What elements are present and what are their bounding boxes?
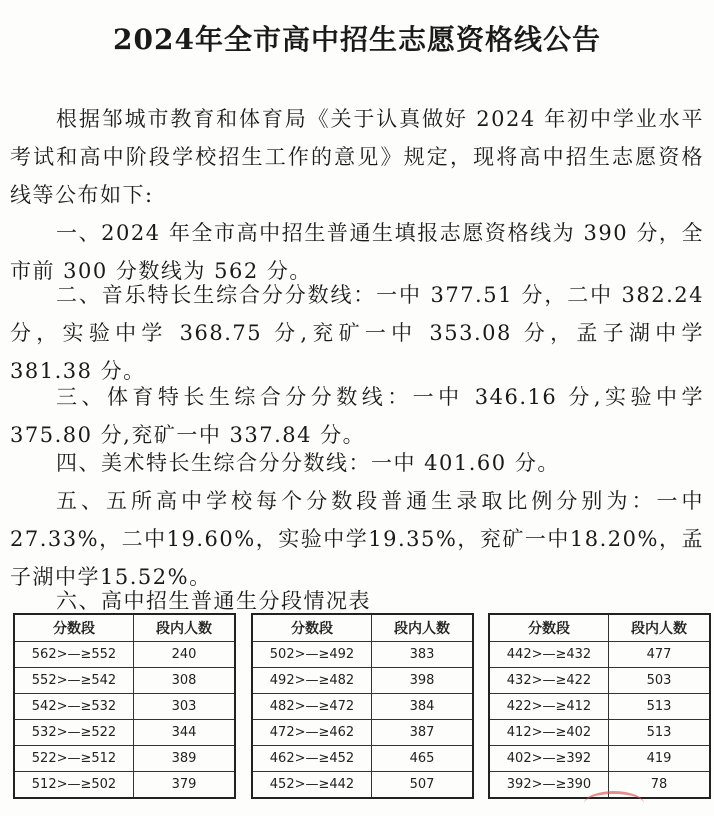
page-title: 2024年全市高中招生志愿资格线公告: [113, 23, 601, 56]
table-row: [490, 694, 710, 720]
range-header: 分数段: [490, 615, 609, 642]
table-row: [490, 642, 710, 668]
table-row: [490, 720, 710, 746]
range-cell: 472>—≥462: [253, 720, 372, 746]
table-header-row: [15, 615, 235, 642]
count-header: 段内人数: [134, 615, 235, 642]
section-5-paragraph: 五、五所高中学校每个分数段普通生录取比例分别为：一中 27.33%，二中19.60%，实验中学19.35%，兖矿一中18.20%，孟子湖中学15.52%。: [10, 489, 704, 589]
range-cell: 462>—≥452: [253, 746, 372, 772]
range-cell: 452>—≥442: [253, 772, 372, 798]
table-row: [15, 668, 235, 694]
table-row: [15, 642, 235, 668]
table-header-row: [253, 615, 473, 642]
table-row: [253, 772, 473, 798]
count-cell: 389: [134, 746, 235, 772]
section-6-title: 六、高中招生普通生分段情况表: [56, 589, 371, 613]
score-table-3: [489, 614, 710, 798]
section-1-paragraph: 一、2024 年全市高中招生普通生填报志愿资格线为 390 分，全市前 300 分数线为 562 分。: [10, 221, 704, 283]
count-cell: 384: [372, 694, 473, 720]
count-header: 段内人数: [609, 615, 710, 642]
range-cell: 552>—≥542: [15, 668, 134, 694]
count-header: 段内人数: [372, 615, 473, 642]
table-row: [15, 746, 235, 772]
count-cell: 507: [372, 772, 473, 798]
count-cell: 503: [609, 668, 710, 694]
count-cell: 513: [609, 720, 710, 746]
count-cell: 513: [609, 694, 710, 720]
table-row: [253, 746, 473, 772]
table-row: [253, 694, 473, 720]
count-cell: 344: [134, 720, 235, 746]
range-cell: 562>—≥552: [15, 642, 134, 668]
table-row: [253, 642, 473, 668]
table-row: [15, 694, 235, 720]
range-cell: 402>—≥392: [490, 746, 609, 772]
range-cell: 522>—≥512: [15, 746, 134, 772]
count-cell: 78: [609, 772, 710, 798]
range-cell: 482>—≥472: [253, 694, 372, 720]
range-cell: 492>—≥482: [253, 668, 372, 694]
range-cell: 532>—≥522: [15, 720, 134, 746]
section-2-paragraph: 二、音乐特长生综合分分数线：一中 377.51 分，二中 382.24 分，实验中学 368.75 分,兖矿一中 353.08 分，孟子湖中学 381.38 分。: [10, 283, 704, 383]
count-cell: 303: [134, 694, 235, 720]
table-row: [490, 746, 710, 772]
table-row: [253, 720, 473, 746]
red-seal-edge: [584, 791, 644, 816]
score-table-1: [14, 614, 235, 798]
table-header-row: [490, 615, 710, 642]
count-cell: 387: [372, 720, 473, 746]
table-row: [253, 668, 473, 694]
count-cell: 379: [134, 772, 235, 798]
section-3-paragraph: 三、体育特长生综合分分数线：一中 346.16 分,实验中学 375.80 分,兖矿一中 337.84 分。: [10, 385, 704, 447]
score-table-2: [252, 614, 473, 798]
range-header: 分数段: [15, 615, 134, 642]
range-cell: 502>—≥492: [253, 642, 372, 668]
range-cell: 542>—≥532: [15, 694, 134, 720]
count-cell: 419: [609, 746, 710, 772]
count-cell: 465: [372, 746, 473, 772]
range-cell: 392>—≥390: [490, 772, 609, 798]
table-row: [490, 668, 710, 694]
range-cell: 422>—≥412: [490, 694, 609, 720]
intro-paragraph: 根据邹城市教育和体育局《关于认真做好 2024 年初中学业水平考试和高中阶段学校招生工作的意见》规定，现将高中招生志愿资格线等公布如下:: [10, 107, 704, 207]
range-cell: 512>—≥502: [15, 772, 134, 798]
table-row: [15, 720, 235, 746]
count-cell: 398: [372, 668, 473, 694]
table-row: [15, 772, 235, 798]
range-cell: 432>—≥422: [490, 668, 609, 694]
range-cell: 442>—≥432: [490, 642, 609, 668]
range-cell: 412>—≥402: [490, 720, 609, 746]
count-cell: 477: [609, 642, 710, 668]
count-cell: 240: [134, 642, 235, 668]
count-cell: 383: [372, 642, 473, 668]
section-4-paragraph: 四、美术特长生综合分分数线：一中 401.60 分。: [56, 451, 560, 475]
range-header: 分数段: [253, 615, 372, 642]
count-cell: 308: [134, 668, 235, 694]
